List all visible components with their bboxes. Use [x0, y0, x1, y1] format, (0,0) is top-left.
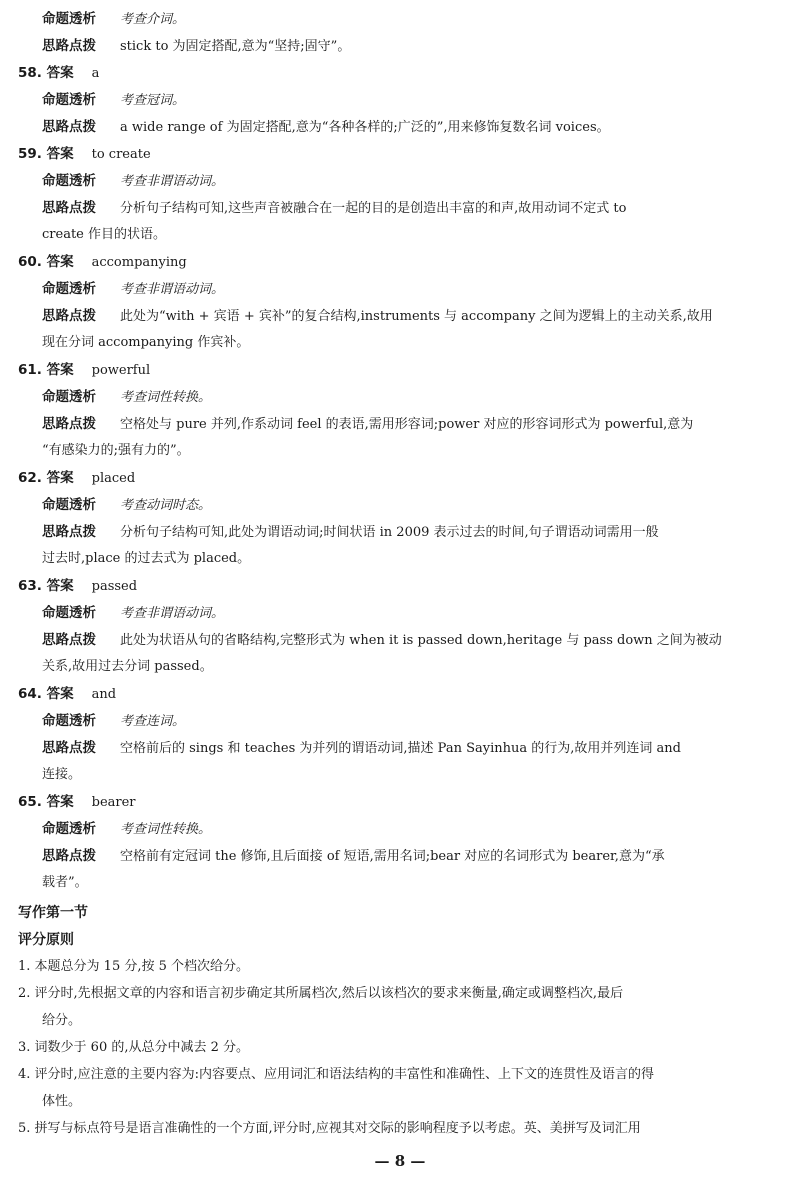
- subsection-title: 评分原则: [18, 932, 74, 948]
- answer-value: bearer: [91, 795, 136, 810]
- rule-1: 1. 本题总分为 15 分,按 5 个档次给分。: [18, 959, 250, 974]
- answer-label: 答案: [46, 146, 74, 162]
- reason-label: 命题透析: [42, 497, 96, 513]
- hint-label: 思路点拨: [42, 38, 96, 54]
- answer-value: passed: [91, 579, 138, 594]
- reason-label: 命题透析: [42, 605, 96, 621]
- rule-2: 2. 评分时,先根据文章的内容和语言初步确定其所属档次,然后以该档次的要求来衡量,确定或调整档次,最后: [18, 986, 624, 1001]
- answer-label: 答案: [46, 794, 74, 810]
- hint-line: 此处为状语从句的省略结构,完整形式为 when it is passed down,heritage 与 pass down 之间为被动: [120, 633, 722, 648]
- reason-value: 考查非谓语动词。: [120, 174, 225, 189]
- reason-row-61: [42, 388, 211, 407]
- rule-2-continuation: 给分。: [42, 1013, 82, 1028]
- rule-5: 5. 拼写与标点符号是语言准确性的一个方面,评分时,应视其对交际的影响程度予以考虑。英、美拼写及词汇用: [18, 1121, 641, 1136]
- hint-label: 思路点拨: [42, 416, 96, 432]
- hint-line: a wide range of 为固定搭配,意为“各种各样的;广泛的”,用来修饰复数名词 voices。: [120, 120, 610, 135]
- hint-row-60: [42, 307, 713, 326]
- answer-value: and: [91, 687, 117, 702]
- reason-value: 考查非谓语动词。: [120, 282, 225, 297]
- hint-row-59: [42, 199, 626, 218]
- reason-value: 考查连词。: [120, 714, 186, 729]
- hint-continuation-65: [42, 874, 88, 892]
- hint-row-58: [42, 118, 610, 137]
- item-number: 60.: [18, 254, 42, 270]
- top-hint-row: [42, 37, 350, 56]
- item-number: 65.: [18, 794, 42, 810]
- rule-4-continuation: 体性。: [42, 1094, 82, 1109]
- hint-label: 思路点拨: [42, 119, 96, 135]
- answer-row-65: [18, 793, 136, 812]
- hint-line: “有感染力的;强有力的”。: [42, 443, 190, 458]
- hint-line: 关系,故用过去分词 passed。: [42, 659, 213, 674]
- rule-3: 3. 词数少于 60 的,从总分中减去 2 分。: [18, 1040, 250, 1055]
- answer-label: 答案: [46, 362, 74, 378]
- hint-row-62: [42, 523, 659, 542]
- answer-value: a: [91, 66, 100, 81]
- hint-continuation-61: [42, 442, 190, 460]
- answer-row-60: [18, 253, 187, 272]
- answer-row-58: [18, 64, 99, 83]
- answer-row-63: [18, 577, 137, 596]
- reason-value: 考查词性转换。: [120, 390, 212, 405]
- hint-continuation-64: [42, 766, 81, 784]
- item-number: 62.: [18, 470, 42, 486]
- hint-line: 空格前有定冠词 the 修饰,且后面接 of 短语,需用名词;bear 对应的名词形式为 bearer,意为“承: [120, 849, 665, 864]
- reason-row-59: [42, 172, 224, 191]
- reason-label: 命题透析: [42, 281, 96, 297]
- rule-4: 4. 评分时,应注意的主要内容为:内容要点、应用词汇和语法结构的丰富性和准确性、上下文的连贯性及语言的得: [18, 1067, 655, 1082]
- answer-value: placed: [91, 471, 136, 486]
- hint-label: 思路点拨: [42, 632, 96, 648]
- hint-label: 思路点拨: [42, 308, 96, 324]
- hint-continuation-60: [42, 334, 249, 352]
- answer-value: accompanying: [91, 255, 187, 270]
- reason-label: 命题透析: [42, 11, 96, 27]
- reason-row-60: [42, 280, 224, 299]
- answer-value: to create: [91, 147, 151, 162]
- item-number: 63.: [18, 578, 42, 594]
- item-number: 64.: [18, 686, 42, 702]
- hint-label: 思路点拨: [42, 524, 96, 540]
- reason-value: 考查非谓语动词。: [120, 606, 225, 621]
- hint-continuation-59: [42, 226, 166, 244]
- reason-row-58: [42, 91, 185, 110]
- hint-line: 分析句子结构可知,这些声音被融合在一起的目的是创造出丰富的和声,故用动词不定式 to: [120, 201, 627, 216]
- reason-row-65: [42, 820, 211, 839]
- hint-label: 思路点拨: [42, 200, 96, 216]
- hint-row-61: [42, 415, 693, 434]
- hint-continuation-62: [42, 550, 250, 568]
- hint-row-65: [42, 847, 665, 866]
- hint-line: 此处为“with + 宾语 + 宾补”的复合结构,instruments 与 accompany 之间为逻辑上的主动关系,故用: [120, 309, 713, 324]
- answer-row-64: [18, 685, 116, 704]
- page-number: — 8 —: [374, 1152, 426, 1170]
- reason-label: 命题透析: [42, 821, 96, 837]
- answer-value: powerful: [91, 363, 151, 378]
- hint-row-64: [42, 739, 681, 758]
- reason-label: 命题透析: [42, 389, 96, 405]
- hint-line: 空格处与 pure 并列,作系动词 feel 的表语,需用形容词;power 对应的形容词形式为 powerful,意为: [120, 417, 694, 432]
- hint-line: 载者”。: [42, 875, 88, 890]
- section-title: 写作第一节: [18, 905, 88, 921]
- answer-row-62: [18, 469, 135, 488]
- hint-line: 连接。: [42, 767, 82, 782]
- hint-label: 思路点拨: [42, 848, 96, 864]
- reason-row-62: [42, 496, 211, 515]
- reason-value: 考查介词。: [120, 12, 186, 27]
- hint-row-63: [42, 631, 722, 650]
- answer-row-61: [18, 361, 150, 380]
- hint-value: stick to 为固定搭配,意为“坚持;固守”。: [120, 39, 351, 54]
- answer-label: 答案: [46, 686, 74, 702]
- hint-line: create 作目的状语。: [42, 227, 166, 242]
- hint-continuation-63: [42, 658, 213, 676]
- reason-label: 命题透析: [42, 713, 96, 729]
- answer-label: 答案: [46, 254, 74, 270]
- top-reason-row: [42, 10, 185, 29]
- hint-line: 过去时,place 的过去式为 placed。: [42, 551, 251, 566]
- item-number: 61.: [18, 362, 42, 378]
- hint-line: 现在分词 accompanying 作宾补。: [42, 335, 250, 350]
- reason-row-63: [42, 604, 224, 623]
- reason-label: 命题透析: [42, 173, 96, 189]
- item-number: 58.: [18, 65, 42, 81]
- hint-line: 分析句子结构可知,此处为谓语动词;时间状语 in 2009 表示过去的时间,句子谓语动词需用一般: [120, 525, 659, 540]
- answer-label: 答案: [46, 470, 74, 486]
- reason-value: 考查动词时态。: [120, 498, 212, 513]
- reason-value: 考查词性转换。: [120, 822, 212, 837]
- answer-row-59: [18, 145, 151, 164]
- reason-row-64: [42, 712, 185, 731]
- answer-label: 答案: [46, 65, 74, 81]
- item-number: 59.: [18, 146, 42, 162]
- hint-line: 空格前后的 sings 和 teaches 为并列的谓语动词,描述 Pan Sayinhua 的行为,故用并列连词 and: [120, 741, 681, 756]
- answer-label: 答案: [46, 578, 74, 594]
- hint-label: 思路点拨: [42, 740, 96, 756]
- reason-label: 命题透析: [42, 92, 96, 108]
- reason-value: 考查冠词。: [120, 93, 186, 108]
